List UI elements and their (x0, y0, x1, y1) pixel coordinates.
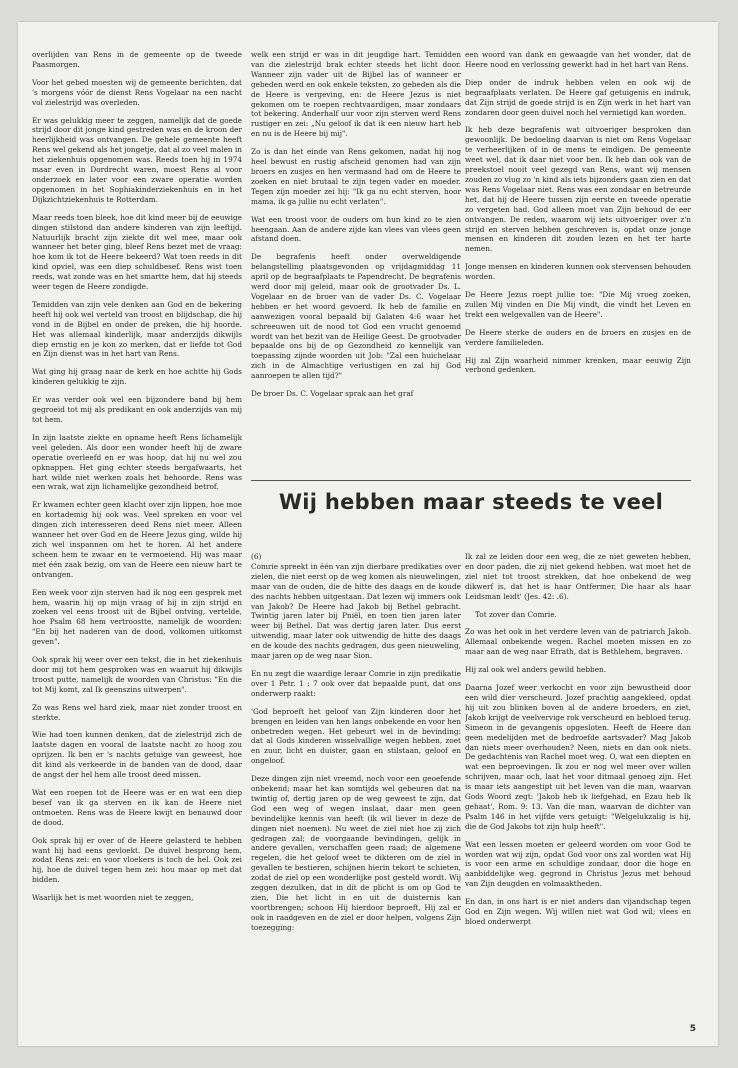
column-right-top (465, 50, 691, 470)
paragraph: Er was gelukkig meer te zeggen, namelijk dat de goede strijd door dit jonge kind gestreden was en de kroon der heerlijkheid was ontvangen. De gehele gemeente heeft Rens wel gekend als het jongetje, dat al zo veel malen in het ziekenhuis opgenomen was. Reeds toen hij in 1974 maar even in Dordrecht waren, moest Rens al voor onderzoek en later voor een zware operatie worden opgenomen in het Sophiakinderziekenhuis en in het Dijkzichtziekenhuis te Rotterdam. (32, 115, 242, 204)
paragraph: Wat ging hij graag naar de kerk en hoe achtte hij Gods kinderen gelukkig te zijn. (32, 367, 242, 387)
paragraph: Daarna Jozef weer verkocht en voor zijn bewustheid door een wild dier verscheurd. Jozef prachtig aangekleed, opdat hij uit zou blinken boven al de andere broeders, en ziet, Jakob krijgt de veelvervige rok verscheurd en bebloed terug. Simeon in de gevangenis opgesloten. Heeft de Heere dan geen medelijden met de bedroefde aartsvader? Mag Jakob dan niets meer overhouden? Neen, niets en dan ook niets. De gedachtenis van Rachel moet weg. O, wat een diepten en wat een beproevingen. Ik zou er nog wel meer over willen schrijven, maar och, laat het voor ditmaal genoeg zijn. Het is maar iets aangestipt uit het leven van die man, waarvan Gods Woord zegt: 'Jakob heb ik liefgehad, en Ezau heb Ik gehaat', Rom. 9: 13. Van die man, waarvan de dichter van Psalm 146 in het vijfde vers getuigt: "Welgelukzalig is hij, die de God Jakobs tot zijn hulp heeft". (465, 683, 691, 831)
paragraph: Zo was het ook in het verdere leven van de patriarch Jakob. Allemaal onbekende wegen. Rachel moeten missen en zo maar aan de weg naar Efrath, dat is Bethlehem, begraven. (465, 627, 691, 657)
paragraph: Wie had toen kunnen denken, dat de zielestrijd zich de laatste dagen en vooral de laatste nacht zo hoog zou oprijzen. Ik ben er 's nachts getuige van geweest, hoe dit kind als verkeerde in de banden van de dood, daar de angst der hel hem alle troost deed missen. (32, 730, 242, 780)
column-right-bottom (465, 552, 691, 1022)
paragraph: Ik zal ze leiden door een weg, die ze niet geweten hebben, en door paden, die zij niet gekend hebben. wat moet het de ziel niet tot troost strekken, dat hoe onbekend de weg dikwerf is, dat het is haar Ontfermer, Die haar als haar Leidsman leidt' (Jes. 42: .6). (465, 552, 691, 601)
paragraph: Er kwamen echter geen klacht over zijn lippen, hoe moe en kortademig hij ook was. Veel spreken en voor vel dingen zich interesseren deed Rens niet meer. Alleen wanneer het over God en de Heere Jezus ging, wilde hij zich wel inspannen om het te horen. Al het andere scheen hem te zwaar en te vermoeiend. Hij was maar met één zaak bezig, om van de Heere een nieuw hart te ontvangen. (32, 500, 242, 579)
paragraph: een woord van dank en gewaagde van het wonder, dat de Heere nood en verlossing gewerkt had in het hart van Rens. (465, 50, 691, 69)
paragraph: Comrie spreekt in één van zijn dierbare predikaties over zielen, die niet eerst op de weg komen als nieuwelingen, maar van de ouden, die de hitte des daags en de koude des nachts hebben uitgestaan. Dat lezen wij immers ook van Jakob? De Heere had Jakob bij Bethel gebracht. Twintig jaren later bij Pniël, en toen tien jaren later weer bij Bethel. Dat was dertig jaren later. Dus eerst uitwendig, maar later ook uitwendig de hitte des daags en de koude des nachts gedragen, dus geen nieuweling, maar jaren op de weg naar Sion. (251, 561, 461, 661)
paragraph: De begrafenis heeft onder overweldigende belangstelling plaatsgevonden op vrijdagmiddag 11 april op de begraafplaats te Papendrecht. De begrafenis werd door mij geleid, maar ook de grootvader Ds. L. Vogelaar en de broer van de vader Ds. C. Vogelaar hebben er het woord gevoerd. Ik heb de familie en aanwezigen vooral bepaald bij Galaten 4:6 waar het schreeuwen uit de nood tot God een vrucht genoemd wordt van het bezit van de Heilige Geest. De grootvader bepaalde ons bij de op Gezondheid zo kennelijk van toepassing zijnde woorden uit Job: "Zal een huichelaar zich in de Almachtige verlustigen en zal hij God aanroepen te allen tijd?" (251, 252, 461, 381)
paragraph: Wat een lessen moeten er geleerd worden om voor God te worden wat wij zijn, opdat God voor ons zal worden wat Hij is voor een arme en schuldige zondaar, door die hoge en aanbiddelijke weg. gegrond in Christus Jezus met behoud van Zijn deugden en volmaaktheden. (465, 839, 691, 889)
paragraph: Zo is dan het einde van Rens gekomen, nadat hij nog heel bewust en rustig afscheid genomen had van zijn broers en zusjes en hen vermaand had om de Heere te zoeken en niet brutaal te zijn tegen vader en moeder. Tegen zijn moeder zei hij: "Ik ga nu echt sterven, hoor mama, ik ga jullie nu echt verlaten". (251, 147, 461, 206)
column-left (32, 50, 242, 1035)
paragraph: De Heere sterke de ouders en de broers en zusjes en de verdere familieleden. (465, 327, 691, 347)
paragraph: Een week voor zijn sterven had ik nog een gesprek met hem, waarin hij op mijn vraag of hij in zijn strijd en zoeken vel eens troost uit de Bijbel ontving, vertelde, hoe Psalm 68 hem vertroostte, namelijk de woorden: "En bij het naderen van de dood, volkomen uitkomst geven". (32, 587, 242, 647)
paragraph: Hij zal Zijn waarheid nimmer krenken, maar eeuwig Zijn verbond gedenken. (465, 355, 691, 375)
paragraph: En dan, in ons hart is er niet anders dan vijandschap tegen God en Zijn wegen. Wij willen niet wat God wil; vlees en bloed onderwerpt (465, 897, 691, 926)
section-divider (251, 480, 691, 481)
paragraph: Maar reeds toen bleek, hoe dit kind meer bij de eeuwige dingen stilstond dan andere kinderen van zijn leeftijd. Natuurlijk bracht zijn ziekte dit wel mee, maar ook wanneer het beter ging, bleef Rens bezet met de vraag: hoe kom ik tot de Heere bekeerd? Wat toen reeds in dit kind opviel, was een diep schuldbesef. Rens wist toen reeds, wat zonde was en het smartte hem, dat hij steeds weer tegen de Heere zondigde. (32, 212, 242, 292)
paragraph: Ik heb deze begrafenis wat uitvoeriger besproken dan gewoonlijk. De bedoeling daarvan is niet om Rens Vogelaar te verheerlijken of in de mens te eindigen. De gemeente weet wel, dat ik daar niet voor ben. Ik heb dan ook van de preekstoel nooit veel gezegd van Rens, want wij mensen zouden zo vlug zo 'n kind als iets bijzonders gaan zien en dat was Rens Vogelaar niet. Rens was een zondaar en betreurde het, dat hij de Heere tussen zijn eerste en tweede operatie zo vergeten had. God alleen moet van Zijn behoud de eer ontvangen. De reden, waarom wij iets uitvoeriger over z'n strijd en sterven hebben geschreven is, opdat onze jonge mensen en kinderen dit zouden lezen en het ter harte nemen. (465, 125, 691, 254)
paragraph: Zo was Rens wel hard ziek, maar niet zonder troost en sterkte. (32, 702, 242, 722)
column-middle-bottom (251, 552, 461, 1022)
page-number: 5 (689, 1024, 696, 1034)
paragraph: Voor het gebed moesten wij de gemeente berichten, dat 's morgens vóór de dienst Rens Vogelaar na een nacht vol zielestrijd was overleden. (32, 77, 242, 107)
paragraph: Jonge mensen en kinderen kunnen ook stervensen behouden worden. (465, 262, 691, 282)
article-headline: Wij hebben maar steeds te veel (278, 490, 664, 514)
paragraph: Tot zover dan Comrie. (475, 609, 557, 619)
paragraph: welk een strijd er was in dit jeugdige hart. Temidden van die zielestrijd brak echter steeds het licht door. Wanneer zijn vader uit de Bijbel las of wanneer er gebeden werd en ook enkele teksten, zo gebeden als die de Heere is vergeving, en: de Heere Jezus is niet gekomen om te roepen rechtvaardigen, maar zondaars tot bekering. Anderhalf uur voor zijn sterven werd Rens rustiger en zei: „Nu geloof ik dat ik een nieuw hart heb en nu is de Heere bij mij". (251, 50, 461, 139)
paragraph: Temidden van zijn vele denken aan God en de bekering heeft hij ook wel verteld van troost en blijdschap, die hij vond in de Bijbel en onder de preken, die hij hoorde. Het was allemaal kinderlijk, maar anderzijds dikwijls diep ernstig en je kon zo merken, dat er liefde tot God en Zijn dienst was in het hart van Rens. (32, 299, 242, 359)
paragraph: In zijn laatste ziekte en opname heeft Rens lichamelijk veel geleden. Als door een wonder heeft hij de zware operatie overleefd en er was hoop, dat hij nu wel zou opknappen. Het ging echter steeds bergafwaarts, het hart wilde niet werken zoals het behoorde. Rens was een wrak, wat zijn lichamelijke gezondheid betrof. (32, 432, 242, 492)
paragraph: overlijden van Rens in de gemeente op de tweede Paasmorgen. (32, 50, 242, 69)
paragraph: Er was verder ook wel een bijzondere band bij hem gegroeid tot mij als predikant en ook anderzijds van mij tot hem. (32, 395, 242, 424)
paragraph: Wat een roepen tot de Heere was er en wat een diep besef van ik ga sterven en ik kan de Heere niet ontmoeten. Rens was de Heere kwijt en benauwd door de dood. (32, 788, 242, 827)
paragraph: De broer Ds. C. Vogelaar sprak aan het graf (251, 389, 414, 399)
section-number: (6) (251, 552, 262, 561)
paragraph: Waarlijk het is met woorden niet te zeggen, (32, 893, 194, 903)
paragraph: Deze dingen zijn niet vreemd, noch voor een geoefende onbekend; maar het kan somtijds wel gebeuren dat na twintig of, dertig jaren op de weg geweest te zijn, dat God een weg of wegen inslaat, daar men geen bevindelijke kennis van heeft (ik wil liever in deze de dingen niet noemen). Nu weet de ziel niet hoe zij zich gedragen zal; de voorgaande bevindingen, gelijk in andere gevallen, verschaffen geen raad; de algemene regelen, die het geloof weet te dikteren om de ziel in gevallen te bestieren, schijnen hierin tekort te schieten, zodat de ziel op een wonderlijke post gesteld wordt. Wij zeggen dezulken, dat in dit de plicht is om op God te zien, Die het licht in en uit de duisternis kan voortbrengen; schoon Hij hierdoor beproeft, Hij zal er ook in raadgeven en de ziel er door helpen, volgens Zijn toezegging: (251, 774, 461, 932)
paragraph: Wat een troost voor de ouders om hun kind zo te zien heengaan. Aan de andere zijde kan vlees van vlees geen afstand doen. (251, 214, 461, 244)
paragraph: Ook sprak hij er over of de Heere gelasterd te hebben want hij had eens gevloekt. De duivel besprong hem, zodat Rens zei: en voor vloekers is toch de hel. Ook zei hij, hoe de duivel tegen hem zei: hou maar op met dat bidden. (32, 835, 242, 885)
paragraph: 'God beproeft het geloof van Zijn kinderen door het brengen en leiden van hen langs onbekende en voor hen onbetreden wegen. Het gebeurt wel in de bevinding: dat al Gods kinderen wisselvallige wegen hebben, zoet en zuur, licht en duister, gaan en stilstaan, geloof en ongeloof. (251, 706, 461, 766)
paragraph: Ook sprak hij weer over een tekst, die in het ziekenhuis door mij tot hem gesproken was en waaruit hij dikwijls troost putte, namelijk de woorden van Christus: "En die tot Mij komt, zal Ik geenszins uitwerpen". (32, 655, 242, 694)
paragraph: De Heere Jezus roept jullie toe: "Die Mij vroeg zoeken, zullen Mij vinden en Die Mij vindt, die vindt het Leven en trekt een welgevallen van de Heere". (465, 290, 691, 319)
paragraph: Hij zal ook wel anders gewild hebben. (465, 665, 607, 675)
paragraph: Diep onder de indruk hebben velen en ook wij de begraafplaats verlaten. De Heere gaf getuigenis en indruk, dat Zijn strijd de goede strijd is en Zijn werk in het hart van zondaren door geen duivel noch hel vernietigd kan worden. (465, 77, 691, 117)
column-middle-top (251, 50, 461, 475)
paragraph: En nu zegt die waardige leraar Comrie in zijn predikatie over 1 Petr. 1 : 7 ook over dat bepaalde punt, dat ons onderwerp raakt: (251, 668, 461, 698)
newspaper-page (18, 22, 718, 1046)
